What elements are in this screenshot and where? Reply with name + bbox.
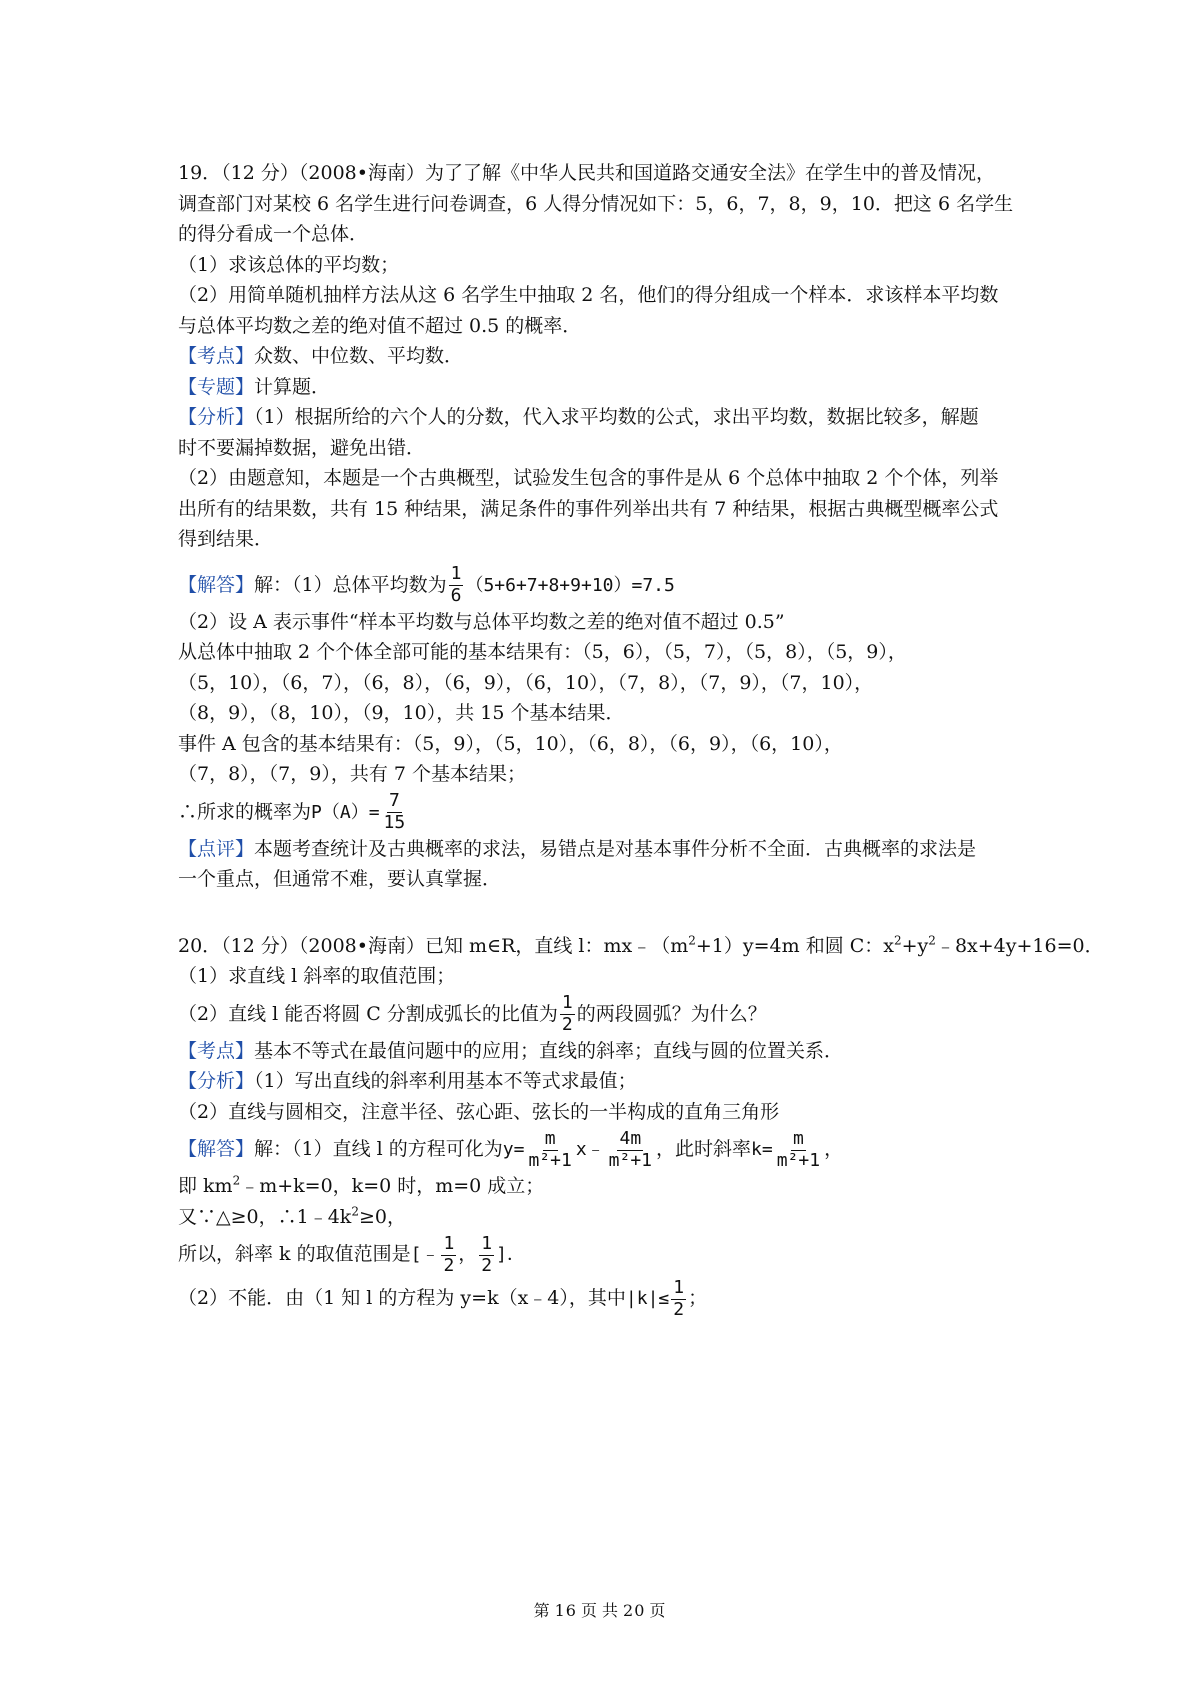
fraction-denominator: 15 (383, 812, 406, 833)
fraction-4m-over-m2-plus-1 (607, 1127, 654, 1171)
document-body (178, 158, 1104, 1320)
fraction-one-half (560, 994, 575, 1035)
sol-text-tail: ﹣m+k=0，k=0 时，m=0 成立； (240, 1175, 545, 1197)
footer-text: 页 (649, 1601, 667, 1620)
superscript: 2 (351, 1204, 359, 1219)
q19-part-1: （1）求该总体的平均数； (178, 253, 400, 276)
fenxi-text: （1）根据所给的六个人的分数，代入求平均数的公式，求出平均数，数据比较多，解题 (254, 406, 979, 428)
q19-part-2-line-2: 与总体平均数之差的绝对值不超过 0.5 的概率． (178, 314, 582, 337)
fraction-denominator: m²+1 (776, 1149, 821, 1171)
q20-part-1: （1）求直线 l 斜率的取值范围； (178, 965, 456, 987)
q20-fenxi-line-1 (178, 1066, 1078, 1097)
punctuation: ， (458, 1243, 478, 1265)
page-footer (0, 1598, 1200, 1621)
fraction-slope (775, 1127, 822, 1171)
probability-expression: P（A）= (311, 801, 380, 823)
zhuanti-tag: 【专题】 (178, 375, 255, 398)
q20-jieda-line-1 (178, 1127, 1078, 1171)
kaodian-text: 众数、中位数、平均数． (254, 345, 464, 367)
total-pages: 20 (623, 1601, 646, 1620)
superscript: 2 (894, 933, 902, 948)
fraction-denominator: 2 (481, 1254, 493, 1276)
q19-head-line-1: 19．（12 分）（2008•海南）为了了解《中华人民共和国道路交通安全法》在学生中的普及情况， (178, 162, 995, 184)
q19-fenxi-line-3: （2）由题意知，本题是一个古典概型，试验发生包含的事件是从 6 个总体中抽取 2 个个体，列举 (178, 467, 999, 489)
fraction-numerator: 1 (561, 992, 573, 1014)
jieda-text: 解：（1）总体平均数为 (254, 573, 447, 596)
question-20 (178, 931, 1104, 1321)
footer-text: 共 (602, 1601, 620, 1620)
q19-head-line-2: 调查部门对某校 6 名学生进行问卷调查，6 人得分情况如下：5，6，7，8，9，10．把这 6 名学生 (178, 192, 1014, 215)
q20-fenxi-line-2: （2）直线与圆相交，注意半径、弦心距、弦长的一半构成的直角三角形 (178, 1100, 780, 1123)
q19-sol-line-3: 从总体中抽取 2 个个体全部可能的基本结果有：（5，6），（5，7），（5，8），（5，9）， (178, 641, 907, 663)
fraction-one-sixth (449, 565, 464, 606)
sol-text-tail: ≥0， (358, 1205, 406, 1228)
fraction-half (479, 1232, 494, 1276)
superscript: 2 (688, 933, 696, 948)
fraction-denominator: m²+1 (608, 1149, 653, 1171)
k-equals: k= (751, 1139, 773, 1160)
q19-dianping-line-2: 一个重点，但通常不难，要认真掌握． (178, 868, 502, 890)
q19-sol-line-2: （2）设 A 表示事件“样本平均数与总体平均数之差的绝对值不超过 0.5” (178, 610, 785, 633)
punctuation: ； (688, 1287, 708, 1309)
q19-sol-line-4: （5，10），（6，7），（6，8），（6，9），（6，10），（7，8），（7，9），（7，10）， (178, 671, 874, 694)
q20-sol-line-3 (178, 1202, 1078, 1233)
interval-close: ]． (496, 1244, 525, 1265)
fraction-neg-half (441, 1232, 456, 1276)
q19-sol-line-6: 事件 A 包含的基本结果有：（5，9），（5，10），（6，8），（6，9），（6，10）， (178, 732, 843, 755)
probability-label: ∴所求的概率为 (178, 800, 312, 823)
page-number: 16 (554, 1601, 577, 1620)
dianping-text: 本题考查统计及古典概率的求法，易错点是对基本事件分析不全面．古典概率的求法是 (254, 837, 977, 860)
q20-part-2 (178, 992, 1078, 1036)
fraction-half (671, 1276, 686, 1320)
q20-sol-line-4 (178, 1232, 1078, 1276)
q20-head-text-3: +y (901, 934, 929, 957)
dianping-tag: 【点评】 (178, 837, 255, 860)
fraction-numerator: 1 (481, 1232, 493, 1254)
kaodian-tag: 【考点】 (178, 345, 255, 367)
fraction-numerator: 4m (619, 1127, 642, 1149)
q19-fenxi-line-1 (178, 402, 1078, 433)
fraction-numerator: 1 (673, 1276, 685, 1298)
slope-label: ，此时斜率 (656, 1138, 752, 1160)
q19-sol-line-7: （7，8），（7，9），共有 7 个基本结果； (178, 763, 527, 785)
q19-zhuanti (178, 372, 1078, 403)
footer-text: 第 (533, 1601, 551, 1620)
q19-kaodian (178, 341, 1078, 372)
q19-sol-line-5: （8，9），（8，10），（9，10），共 15 个基本结果． (178, 702, 625, 724)
superscript: 2 (928, 933, 936, 948)
q19-jieda-line-1 (178, 563, 1078, 607)
q19-head-line-3: 的得分看成一个总体． (178, 223, 369, 245)
abs-k-leq: |k|≤ (625, 1288, 670, 1309)
fraction-denominator: 2 (561, 1014, 573, 1035)
footer-text: 页 (580, 1601, 598, 1620)
jieda-tag: 【解答】 (178, 573, 255, 596)
q20-part-2-text: （2）直线 l 能否将圆 C 分割成弧长的比值为 (178, 1002, 558, 1025)
q20-kaodian (178, 1036, 1078, 1067)
zhuanti-text: 计算题． (254, 375, 331, 398)
fenxi-tag: 【分析】 (178, 1070, 255, 1092)
sol-text: 所以，斜率 k 的取值范围是 (178, 1243, 411, 1265)
fraction-seven-fifteenths (382, 792, 408, 833)
q20-sol-line-2 (178, 1171, 1078, 1202)
q19-fenxi-line-4: 出所有的结果数，共有 15 种结果，满足条件的事件列举出共有 7 种结果，根据古典概型概率公式 (178, 497, 999, 520)
fraction-denominator: 2 (443, 1254, 455, 1276)
y-equals: y= (502, 1139, 525, 1160)
q20-part-2-tail: 的两段圆弧？为什么？ (576, 1002, 767, 1025)
q20-head-text-4: ﹣8x+4y+16=0． (935, 934, 1104, 957)
q20-sol-line-5 (178, 1276, 1078, 1320)
fraction-numerator: 1 (450, 563, 462, 585)
sol-text: 即 km (178, 1175, 233, 1197)
fenxi-tag: 【分析】 (178, 406, 255, 428)
fraction-denominator: 2 (673, 1298, 685, 1320)
kaodian-tag: 【考点】 (178, 1039, 255, 1062)
q20-head-text-1: 20．（12 分）（2008•海南）已知 m∈R，直线 l：mx﹣（m (178, 934, 689, 957)
jieda-tag: 【解答】 (178, 1138, 255, 1160)
q20-head-text-2: +1）y=4m 和圆 C：x (695, 934, 894, 957)
interval-open: [﹣ (410, 1244, 440, 1265)
fenxi-text: （1）写出直线的斜率利用基本不等式求最值； (254, 1070, 637, 1092)
mean-expression: （5+6+7+8+9+10）=7.5 (465, 574, 675, 596)
q20-head-line (178, 931, 1104, 962)
fraction-numerator: m (544, 1127, 556, 1149)
q19-fenxi-line-2: 时不要漏掉数据，避免出错． (178, 436, 426, 459)
fraction-numerator: m (792, 1127, 804, 1149)
sol-text: （2）不能．由（1 知 l 的方程为 y=k（x﹣4），其中 (178, 1287, 626, 1309)
sol-text: 又∵△≥0，∴1﹣4k (178, 1205, 352, 1228)
fraction-denominator: m²+1 (528, 1149, 572, 1171)
fraction-numerator: 7 (388, 790, 400, 812)
q19-fenxi-line-5: 得到结果． (178, 528, 274, 550)
fraction-denominator: 6 (450, 585, 462, 606)
kaodian-text: 基本不等式在最值问题中的应用；直线的斜率；直线与圆的位置关系． (254, 1039, 844, 1062)
jieda-text: 解：（1）直线 l 的方程可化为 (254, 1138, 503, 1160)
punctuation: ， (824, 1138, 844, 1160)
q19-part-2-line-1: （2）用简单随机抽样方法从这 6 名学生中抽取 2 名，他们的得分组成一个样本．求该样本平均数 (178, 284, 999, 306)
x-minus: x﹣ (575, 1139, 605, 1160)
q19-dianping-line-1 (178, 834, 1078, 865)
q19-sol-line-8 (178, 790, 1078, 834)
fraction-numerator: 1 (443, 1232, 455, 1254)
question-19 (178, 158, 1078, 895)
fraction-m-over-m2-plus-1 (526, 1127, 573, 1171)
superscript: 2 (232, 1173, 241, 1188)
